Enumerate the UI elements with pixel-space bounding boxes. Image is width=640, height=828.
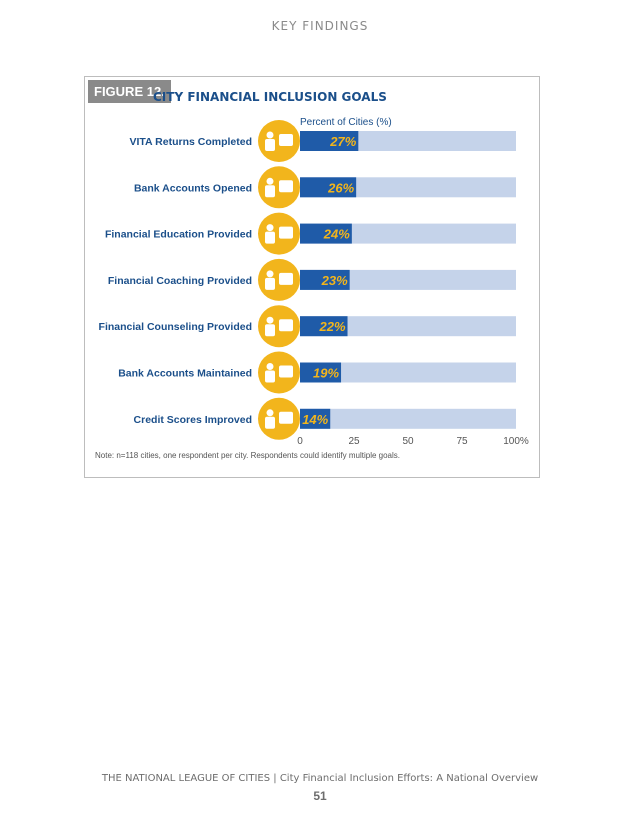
x-axis-title: Percent of Cities (%) (300, 117, 392, 128)
data-label: 14% (302, 411, 329, 427)
data-label: 27% (330, 134, 357, 149)
category-label: Financial Education Provided (104, 228, 252, 241)
x-tick-label: 75 (456, 435, 468, 447)
data-label: 23% (321, 272, 348, 288)
category-label: VITA Returns Completed (129, 136, 252, 148)
figure-note: Note: n=118 cities, one respondent per city. Respondents could identify multiple goals. (95, 451, 400, 460)
figure-tag: FIGURE 12. (88, 80, 171, 103)
x-tick-label: 50 (402, 435, 414, 447)
x-tick-label: 25 (348, 435, 360, 447)
category-label: Financial Coaching Provided (107, 274, 252, 287)
data-label: 24% (323, 226, 350, 242)
data-label: 19% (313, 365, 340, 381)
figure-title: CITY FINANCIAL INCLUSION GOALS (153, 90, 387, 104)
category-label: Bank Accounts Maintained (118, 367, 252, 380)
category-label: Financial Counseling Provided (98, 321, 252, 334)
data-label: 26% (328, 180, 355, 196)
bar-track (300, 409, 516, 429)
page-number: 51 (313, 789, 327, 803)
section-header: KEY FINDINGS (271, 19, 369, 33)
data-label: 22% (319, 319, 346, 335)
page-footer: THE NATIONAL LEAGUE OF CITIES | City Financial Inclusion Efforts: A National Overview (101, 773, 539, 784)
x-tick-label: 100% (503, 435, 529, 447)
category-label: Credit Scores Improved (133, 413, 252, 426)
x-tick-label: 0 (297, 435, 303, 447)
category-label: Bank Accounts Opened (133, 182, 252, 195)
